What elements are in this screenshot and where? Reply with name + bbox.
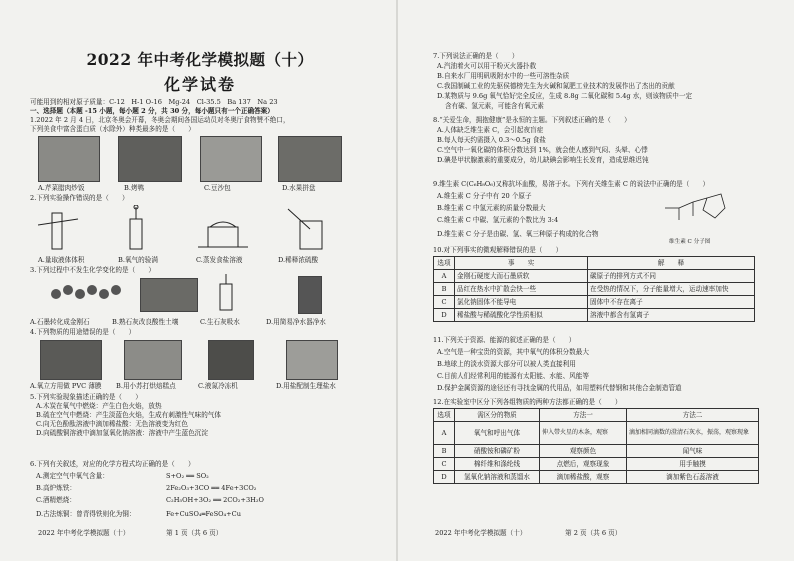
q12-text: 12.在实验室中区分下列各组物质的两种方法都正确的是（ ） (433, 398, 622, 406)
food-photo (38, 136, 100, 182)
q11-option-c: C.目前人们经常利用的能源有太阳能、水能、风能等 (437, 372, 589, 380)
table-cell: 溶液中都含有氢离子 (588, 309, 755, 322)
table-cell: 用手触摸 (627, 458, 759, 471)
table-row (434, 283, 755, 296)
table-row (434, 458, 759, 471)
table-row (434, 309, 755, 322)
table-cell: 稀盐酸与稀硫酸化学性质相似 (455, 309, 588, 322)
molecule-diagram (659, 188, 731, 234)
table-header-row (434, 257, 755, 270)
q10-table (433, 256, 755, 322)
table-cell: A (434, 422, 455, 445)
q6-equation-d: Fe+CuSO₄═FeSO₄+Cu (166, 510, 241, 518)
q5-option-c: C.向无色酚酞溶液中滴加稀盐酸：无色溶液变为红色 (36, 420, 188, 428)
q11-option-d: D.保护金属资源的途径还有寻找金属的代用品，如用塑料代替钢和其他合金制造管道 (437, 384, 682, 392)
q4-option-d: D.用盐配制生理盐水 (276, 382, 336, 390)
q7-option-a: A.汽油着火可以用干粉灭火器扑救 (437, 62, 537, 70)
food-photo (118, 136, 182, 182)
table-cell: 滴加稀盐酸，观察 (540, 471, 627, 484)
table-cell: 滴加紫色石蕊溶液 (627, 471, 759, 484)
q3-option-d: D.用简易净水器净水 (266, 318, 326, 326)
q5-option-d: D.向硫酸铜溶液中滴加氢氧化钠溶液：溶液中产生蓝色沉淀 (36, 429, 208, 437)
q9-option-c: C.维生素 C 中碳、氢元素的个数比为 3:4 (437, 216, 559, 224)
food-photo (278, 136, 342, 182)
table-cell: B (434, 283, 455, 296)
q1-option-c: C.豆沙包 (204, 184, 231, 192)
table-cell: 棉纤维和涤纶线 (455, 458, 540, 471)
q5-option-b: B.硫在空气中燃烧：产生淡蓝色火焰，生成有刺激性气味的气体 (36, 411, 221, 419)
table-cell: D (434, 471, 455, 484)
q1-text: 1.2022 年 2 月 4 日，北京冬奥会开幕，冬奥会期间各国运动员对冬奥厅食物赞不绝口， (30, 116, 290, 124)
table-row (434, 422, 759, 445)
q8-option-b: B.每人每天约需摄入 0.3～0.5g 食盐 (437, 136, 546, 144)
q3-option-b: B.熟石灰改良酸性土壤 (112, 318, 179, 326)
use-photo (286, 340, 338, 380)
q8-option-d: D.碘是甲状腺激素的重要成分，幼儿缺碘会影响生长发育，造成思维迟钝 (437, 156, 649, 164)
section-heading: 一、选择题（本题 -15 小题，每小题 2 分，共 30 分，每小题只有一个正确答案） (30, 107, 274, 115)
table-cell: 点燃后，观察现象 (540, 458, 627, 471)
table-cell: 在受热的情况下，分子能量增大，运动速率加快 (588, 283, 755, 296)
lab-apparatus-diagram (38, 205, 348, 253)
process-photo (212, 274, 242, 312)
molecule-caption: 维生素 C 分子图 (669, 239, 711, 245)
q2-text: 2.下列实验操作错误的是（ ） (30, 194, 129, 202)
q7-option-c: C.我国制碱工业的先驱侯德榜先生为火碱和氮肥工业技术的发展作出了杰出的贡献 (437, 82, 675, 90)
table-header-cell: 选项 (434, 257, 455, 270)
q6-option-d: D.古法炼铜：曾青得铁则化为铜： (36, 510, 136, 518)
q7-option-d-cont: 含有碳、氢元素，可能含有氧元素 (445, 102, 544, 110)
food-photo (200, 136, 262, 182)
q6-text: 6.下列有关叙述，对应的化学方程式均正确的是（ ） (30, 460, 195, 468)
q3-option-a: A.石墨转化成金刚石 (30, 318, 90, 326)
table-row (434, 471, 759, 484)
q2-option-b: B.氧气的验满 (118, 256, 158, 264)
footer-left: 2022 年中考化学模拟题（十） (38, 529, 130, 537)
table-cell: 硝酸铵和磷矿粉 (455, 445, 540, 458)
table-cell: B (434, 445, 455, 458)
footer-left: 2022 年中考化学模拟题（十） (435, 529, 527, 537)
q5-option-a: A.木炭在氧气中燃烧：产生白色火焰，放热 (36, 402, 162, 410)
page-number: 第 1 页（共 6 页） (166, 529, 223, 537)
table-header-cell: 解 释 (588, 257, 755, 270)
process-photo (48, 276, 128, 312)
q1-option-a: A.芹菜腊肉炒饭 (38, 184, 85, 192)
table-cell: 氧气和呼出气体 (455, 422, 540, 445)
q2-option-c: C.蒸发食盐溶液 (196, 256, 243, 264)
q6-equation-b: 2Fe₂O₃+3CO ══ 4Fe+3CO₂ (166, 484, 257, 492)
process-photo (140, 278, 198, 312)
q6-option-c: C.酒精燃烧： (36, 496, 76, 504)
q9-option-b: B.维生素 C 中氢元素的质量分数最大 (437, 204, 546, 212)
use-photo (124, 340, 182, 380)
process-photo (298, 276, 322, 314)
q7-text: 7.下列说法正确的是（ ） (433, 52, 519, 60)
q5-text: 5.下列实验现象描述正确的是（ ） (30, 393, 142, 401)
table-cell: 闻气味 (627, 445, 759, 458)
q8-text: 8.“关爱生命，拥抱健康”是永恒的主题。下列叙述正确的是（ ） (433, 116, 631, 124)
q4-text: 4.下列物质的用途错误的是（ ） (30, 328, 136, 336)
table-header-cell: 方法一 (540, 409, 627, 422)
table-header-cell: 事 实 (455, 257, 588, 270)
table-cell: 观察颜色 (540, 445, 627, 458)
q6-equation-c: C₂H₅OH+3O₂ ══ 2CO₂+3H₂O (166, 496, 264, 504)
table-row (434, 270, 755, 283)
use-photo (40, 340, 102, 380)
table-cell: 固体中不存在离子 (588, 296, 755, 309)
q4-option-a: A.氧立方用做 PVC 薄膜 (30, 382, 102, 390)
table-cell: A (434, 270, 455, 283)
q3-text: 3.下列过程中不发生化学变化的是（ ） (30, 266, 155, 274)
page-2 (397, 0, 794, 561)
table-cell: 金刚石硬度大而石墨质软 (455, 270, 588, 283)
q11-option-a: A.空气是一种宝贵的资源，其中氧气的体积分数最大 (437, 348, 589, 356)
table-header-cell: 需区分的物质 (455, 409, 540, 422)
table-header-cell: 选项 (434, 409, 455, 422)
q7-option-b: B.自来水厂用明矾吸附水中的一些可溶性杂质 (437, 72, 570, 80)
q7-option-d: D.某物质与 9.6g 氧气恰好完全反应，生成 8.8g 二氧化碳和 5.4g 水，则该物质中一定 (437, 92, 693, 100)
table-cell: C (434, 458, 455, 471)
q10-text: 10.对下列事实的微观解释错误的是（ ） (433, 246, 563, 254)
q2-option-d: D.稀释浓硫酸 (278, 256, 319, 264)
exam-subtitle: 化学试卷 (163, 75, 236, 94)
q2-option-a: A.量取液体体积 (38, 256, 85, 264)
table-cell: 氯化钠固体不能导电 (455, 296, 588, 309)
q1-option-d: D.水果拼盘 (282, 184, 316, 192)
exam-title: 2022 年中考化学模拟题（十） (86, 50, 314, 69)
table-row (434, 445, 759, 458)
q9-option-a: A.维生素 C 分子中有 20 个原子 (437, 192, 532, 200)
table-header-row (434, 409, 759, 422)
table-cell: 品红在热水中扩散会快一些 (455, 283, 588, 296)
table-cell: 氢氧化钠溶液和蒸馏水 (455, 471, 540, 484)
q3-option-c: C.生石灰吸水 (200, 318, 240, 326)
table-cell: 伸入带火星的木条，观察 (540, 422, 627, 445)
q8-option-a: A.人体缺乏维生素 C，会引起夜盲症 (437, 126, 544, 134)
q6-option-a: A.测定空气中氧气含量： (36, 472, 109, 480)
q11-text: 11.下列关于资源、能源的叙述正确的是（ ） (433, 336, 576, 344)
atomic-mass-line: 可能用到的相对原子质量：C-12 H-1 O-16 Mg-24 Cl-35.5 Ba 137 Na 23 (30, 98, 278, 106)
q6-option-b: B.高炉炼铁： (36, 484, 76, 492)
table-cell: D (434, 309, 455, 322)
page-number: 第 2 页（共 6 页） (565, 529, 622, 537)
table-header-cell: 方法二 (627, 409, 759, 422)
use-photo (208, 340, 254, 380)
q9-option-d: D.维生素 C 分子是由碳、氢、氧三种原子构成的化合物 (437, 230, 599, 238)
table-cell: 滴加相同滴数的澄清石灰水，振荡，观察现象 (627, 422, 759, 445)
q1-option-b: B.烤鸭 (124, 184, 145, 192)
q12-table (433, 408, 759, 484)
q4-option-c: C.液氮冷冻机 (198, 382, 238, 390)
table-cell: 碳原子的排列方式不同 (588, 270, 755, 283)
q9-text: 9.维生素 C(C₆H₈O₆)又称抗坏血酸，易溶于水。下列有关维生素 C 的说法中正确的是（ ） (433, 180, 710, 188)
q8-option-c: C.空气中一氧化碳的体积分数达到 1%，就会使人感到气闷、头晕、心悸 (437, 146, 648, 154)
table-row (434, 296, 755, 309)
q6-equation-a: S+O₂ ══ SO₂ (166, 472, 209, 480)
q4-option-b: B.用小苏打烘焙糕点 (116, 382, 176, 390)
table-cell: C (434, 296, 455, 309)
q11-option-b: B.地球上的淡水资源大部分可以被人类直接利用 (437, 360, 576, 368)
q1-text-2: 下列美食中富含蛋白质（水除外）种类最多的是（ ） (30, 125, 195, 133)
